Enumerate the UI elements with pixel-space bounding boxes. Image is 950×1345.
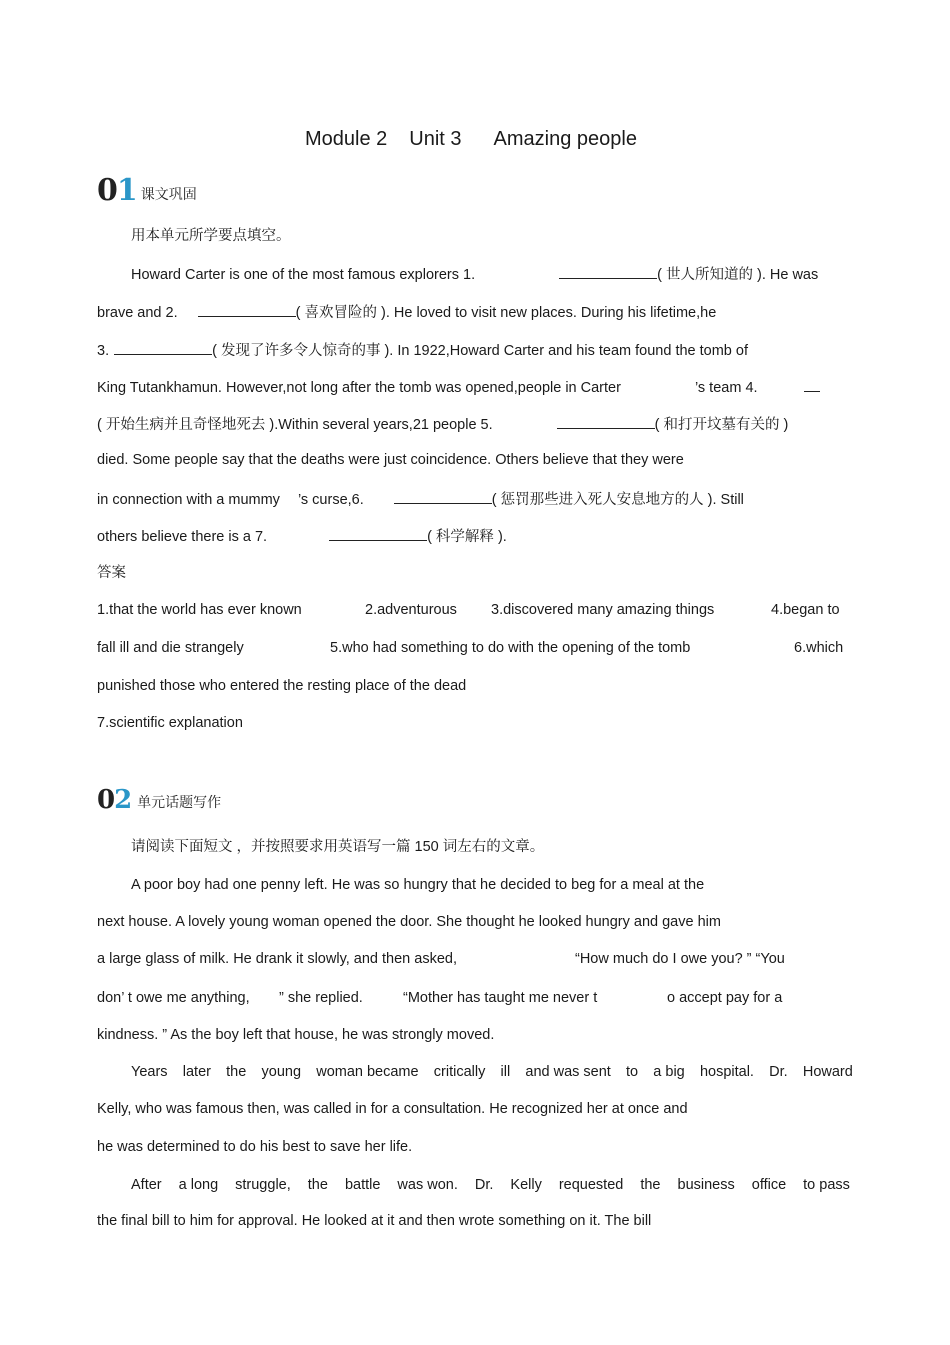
word: the bbox=[640, 1177, 661, 1193]
blank-1[interactable] bbox=[559, 264, 657, 279]
blank-7[interactable] bbox=[329, 526, 427, 541]
word: battle bbox=[344, 1177, 381, 1193]
word: and was sent bbox=[525, 1064, 611, 1080]
section-2-header bbox=[97, 786, 221, 814]
word: business bbox=[677, 1177, 735, 1193]
passage-line-2: brave and 2. ( 喜欢冒险的 ). He loved to visit new places. During his lifetime,he bbox=[97, 302, 716, 322]
passage-line-5: ( 开始生病并且奇怪地死去 ).Within several years,21 people 5. ( 和打开坟墓有关的 ) bbox=[97, 414, 788, 434]
word: office bbox=[751, 1177, 787, 1193]
section-2-instruction: 请阅读下面短文 ，并按照要求用英语写一篇 150 词左右的文章。 bbox=[131, 839, 545, 855]
word: a big bbox=[653, 1064, 685, 1080]
answers-line-4: 7.scientific explanation bbox=[97, 715, 243, 731]
answer-label: 答案 bbox=[97, 565, 126, 581]
story-p1-line-2: next house. A lovely young woman opened the door. She thought he looked hungry and gave him bbox=[97, 914, 721, 930]
section-1-label: 课文巩固 bbox=[140, 186, 197, 202]
blank-6[interactable] bbox=[394, 489, 492, 504]
word: later bbox=[182, 1064, 211, 1080]
word: young bbox=[261, 1064, 302, 1080]
page-title bbox=[0, 128, 942, 151]
word: Dr. bbox=[474, 1177, 494, 1193]
word: requested bbox=[558, 1177, 624, 1193]
story-p2-line-2: Kelly, who was famous then, was called in for a consultation. He recognized her at once and bbox=[97, 1101, 688, 1117]
title-unit: Unit 3 bbox=[409, 128, 462, 150]
word: Years bbox=[131, 1064, 168, 1080]
word: Kelly bbox=[510, 1177, 542, 1193]
section-1-header bbox=[97, 173, 197, 208]
section-2-number: 02 bbox=[97, 785, 132, 815]
word: to pass bbox=[803, 1177, 850, 1193]
story-p2-line-3: he was determined to do his best to save her life. bbox=[97, 1139, 413, 1155]
story-p1-line-3: a large glass of milk. He drank it slowly, and then asked, “How much do I owe you? ” “You bbox=[97, 951, 785, 967]
story-p1-line-5: kindness. ” As the boy left that house, he was strongly moved. bbox=[97, 1027, 495, 1043]
blank-5[interactable] bbox=[557, 414, 655, 429]
word: After bbox=[131, 1177, 162, 1193]
word: to bbox=[626, 1064, 639, 1080]
section-2-label: 单元话题写作 bbox=[137, 794, 222, 810]
word: Dr. bbox=[769, 1064, 788, 1080]
title-module: Module 2 bbox=[305, 128, 388, 150]
story-p3-line-1 bbox=[131, 1176, 850, 1194]
story-p2-line-1 bbox=[131, 1063, 853, 1081]
word: was won. bbox=[397, 1177, 458, 1193]
answers-line-3: punished those who entered the resting place of the dead bbox=[97, 678, 467, 694]
document-page: Module 2 Unit 3 Amazing people 01 课文巩固 用本单元所学要点填空。 Howard Carter is one of the most famous explorers 1. ( 世人所知道的 ). He was brave and 2. ( 喜欢冒险的 ). He loved to visit new places. During his lifetime,he 3. ( 发现了许多令人惊奇的事 ). In 1922,Howard Carter and his team found the tomb of King Tutankhamun. However,not long after the tomb was opened,people in Carter ’s team 4. ( 开始生病并且奇怪地死去 ).Within several years,21 people 5. ( 和打开坟墓有关的 ) died. Some people say that the deaths were just coincidence. Others believe that they were in connection with a mummy ’s curse,6. ( 惩罚那些进入死人安息地方的人 ). Still others believe there is a 7. ( 科学解释 ). 答案 1.that the world has ever known 2.adventurous 3.discovered many amazing things 4.began to fall ill and die strangely 5.who had something to do with the opening of the tomb 6.which punished those who entered the resting place of the dead 7.scientific explanation 02 单元话题写作 请阅读下面短文 ，并按照要求用英语写一篇 150 词左右的文章。 A poor boy had one penny left. He was so hungry that he decided to beg for a meal at the next house. A lovely young woman opened the door. She thought he looked hungry and gave him a large glass of milk. He drank it slowly, and then asked, “How much do I owe you? ” “You don’ t owe me anything, ” she replied. “Mother has taught me never t o accept pay for a kindness. ” As the boy left that house, he was strongly moved. Years later the young woman became critically ill and was sent to a big hospital. Dr. Howard Kelly, who was famous then, was called in for a consultation. He recognized her at once and he was determined to do his best to save her life. After a long struggle, the battle was won. Dr. Kelly requested the business office to pass the final bill to him for approval. He looked at it and then wrote something on it. The bill bbox=[0, 0, 950, 1345]
word: ill bbox=[500, 1064, 511, 1080]
passage-line-8: others believe there is a 7. ( 科学解释 ). bbox=[97, 526, 507, 546]
blank-3[interactable] bbox=[114, 340, 212, 355]
word: struggle, bbox=[235, 1177, 291, 1193]
word: Howard bbox=[802, 1064, 853, 1080]
section-1-number: 01 bbox=[97, 173, 137, 208]
story-p3-line-2: the final bill to him for approval. He looked at it and then wrote something on it. The bill bbox=[97, 1213, 652, 1229]
word: the bbox=[307, 1177, 328, 1193]
passage-line-1: Howard Carter is one of the most famous explorers 1. ( 世人所知道的 ). He was bbox=[131, 264, 818, 284]
passage-line-3: 3. ( 发现了许多令人惊奇的事 ). In 1922,Howard Carter and his team found the tomb of bbox=[97, 340, 748, 360]
story-p1-line-1: A poor boy had one penny left. He was so hungry that he decided to beg for a meal at the bbox=[131, 877, 705, 893]
section-1-instruction: 用本单元所学要点填空。 bbox=[131, 228, 291, 244]
blank-4[interactable] bbox=[804, 377, 820, 392]
passage-line-7: in connection with a mummy ’s curse,6. ( 惩罚那些进入死人安息地方的人 ). Still bbox=[97, 489, 744, 509]
passage-line-6: died. Some people say that the deaths were just coincidence. Others believe that they were bbox=[97, 452, 684, 468]
word: hospital. bbox=[699, 1064, 754, 1080]
word: a long bbox=[178, 1177, 219, 1193]
word: critically bbox=[433, 1064, 486, 1080]
word: woman became bbox=[316, 1064, 419, 1080]
blank-2[interactable] bbox=[198, 302, 296, 317]
title-topic: Amazing people bbox=[493, 128, 637, 150]
word: the bbox=[226, 1064, 247, 1080]
passage-line-4: King Tutankhamun. However,not long after the tomb was opened,people in Carter ’s team 4. bbox=[97, 377, 820, 397]
